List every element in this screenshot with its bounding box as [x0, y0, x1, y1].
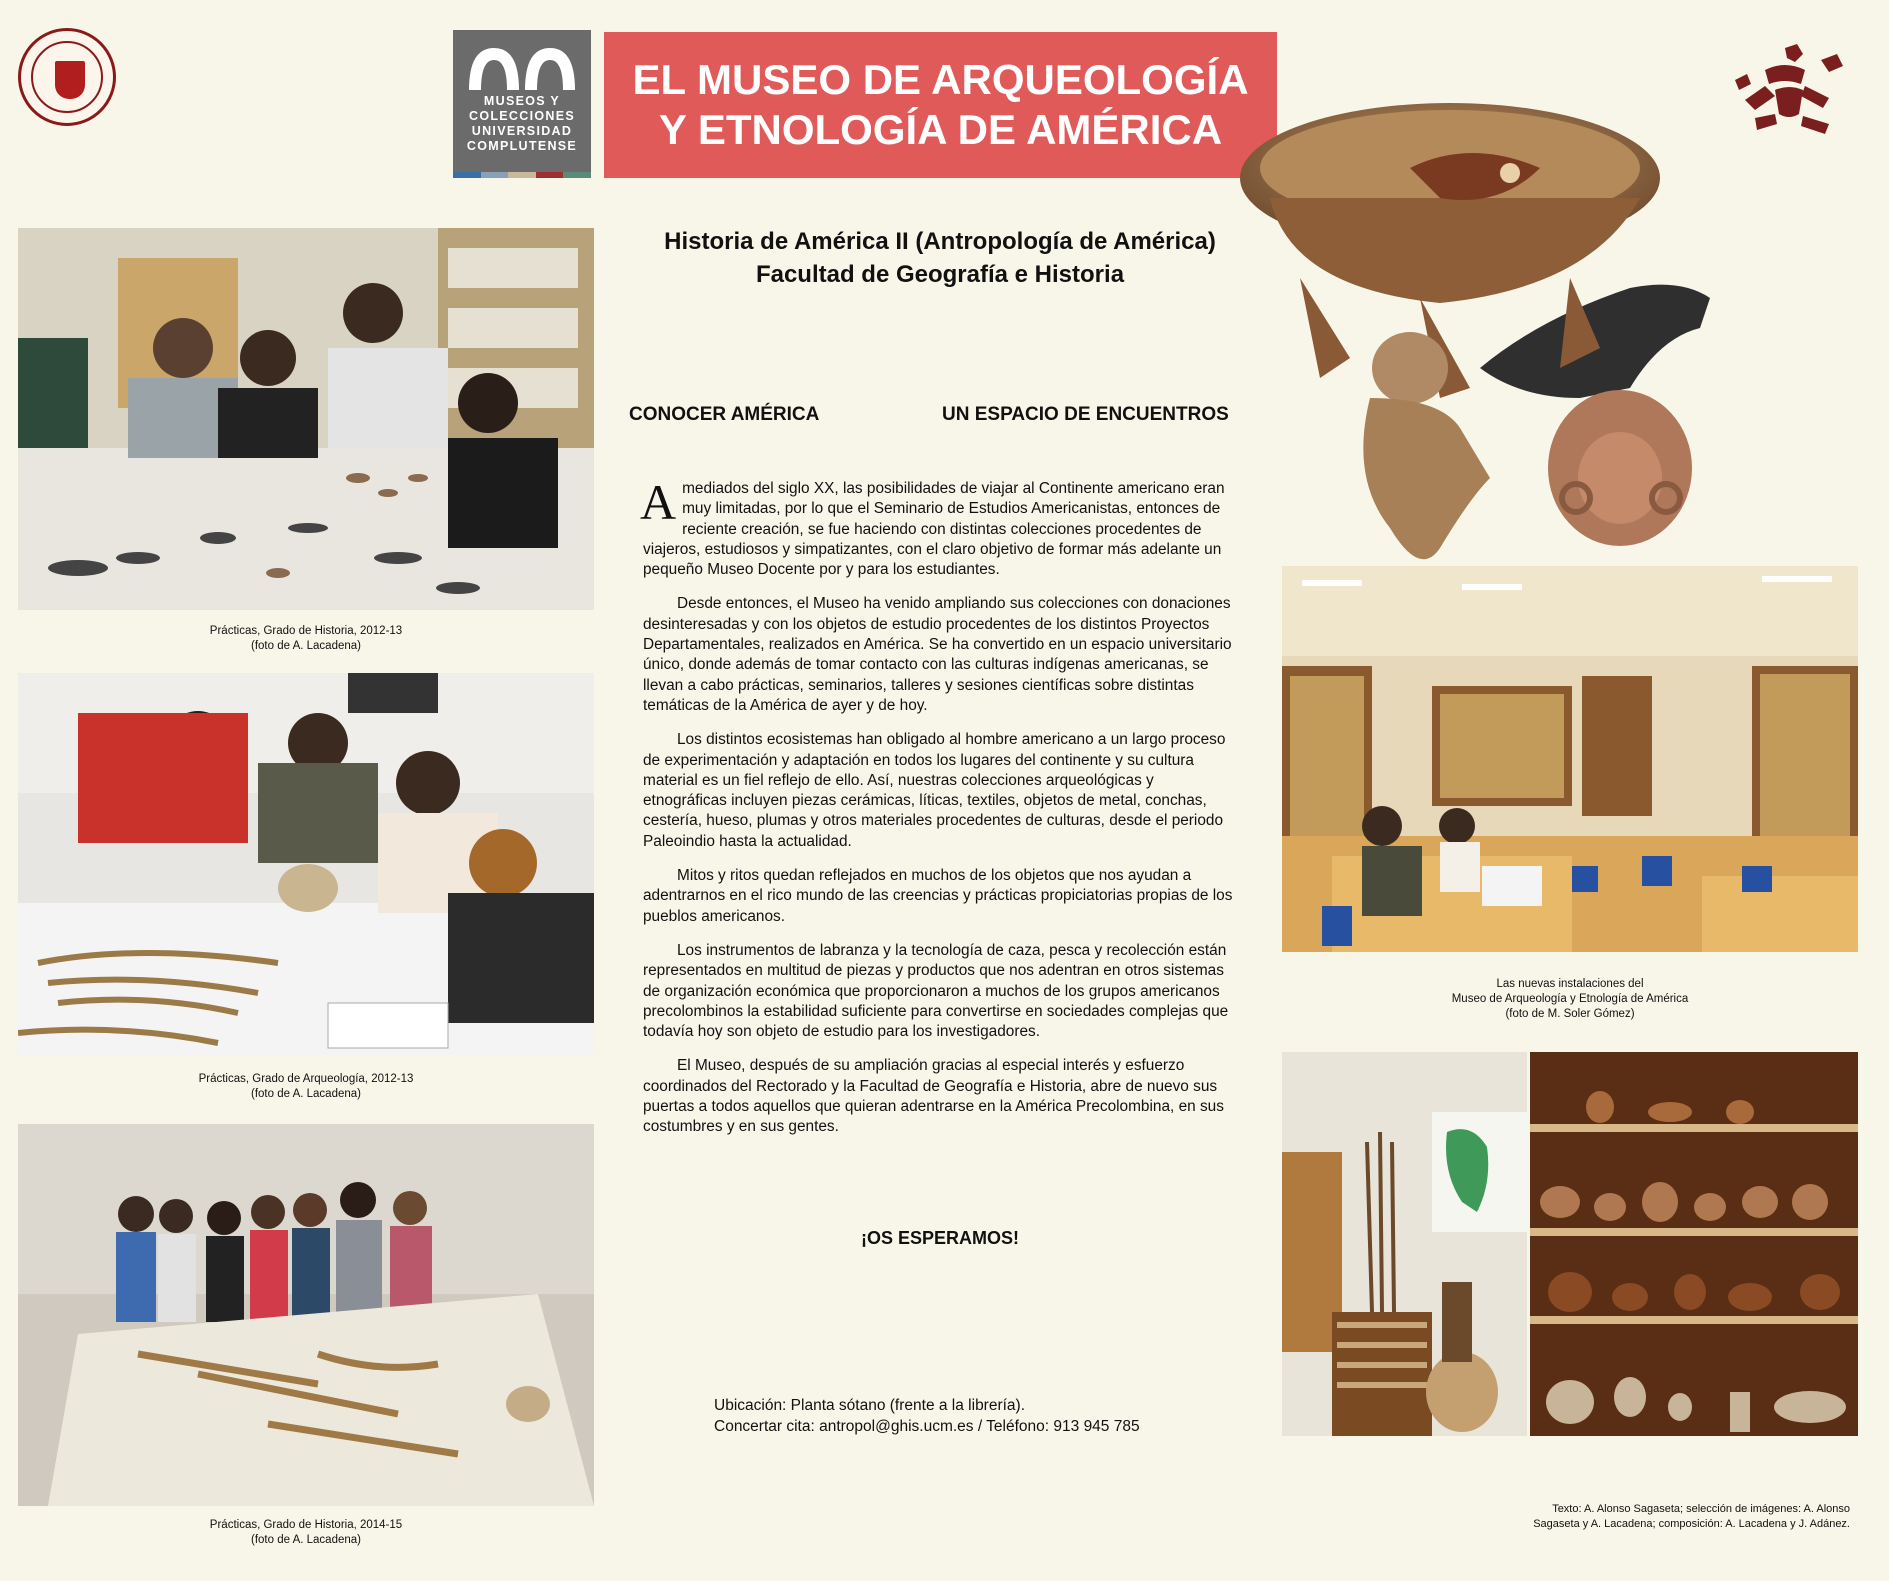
arches-icon	[467, 42, 577, 92]
photo-caption	[18, 624, 594, 654]
photo-group-skeleton	[18, 1124, 594, 1506]
caption-line: Prácticas, Grado de Historia, 2012-13	[209, 625, 403, 637]
subtitle-line-2: Facultad de Geografía e Historia	[755, 261, 1125, 288]
caption-line: Prácticas, Grado de Historia, 2014-15	[209, 1519, 403, 1531]
museos-logo-line: COLECCIONES	[469, 109, 575, 123]
museos-logo-line: UNIVERSIDAD	[471, 124, 573, 138]
title-line-2: Y ETNOLOGÍA DE AMÉRICA	[658, 106, 1223, 153]
photo-caption	[1282, 977, 1858, 1022]
mesoamerican-glyph-icon	[1725, 40, 1855, 140]
caption-line: (foto de A. Lacadena)	[251, 640, 361, 652]
photo-students-skeleton	[18, 673, 594, 1055]
caption-line: Prácticas, Grado de Arqueología, 2012-13	[198, 1073, 414, 1085]
section-heading-conocer: CONOCER AMÉRICA	[629, 404, 820, 425]
paragraph-1-text: mediados del siglo XX, las posibilidades de viajar al Continente americano eran muy limitadas, por lo que el Seminario de Estudios Americanistas, entonces de reciente creación, se fue haciendo con distintas colecciones procedentes de viajeros, estudiosos y simpatizantes, con el claro objetivo de formar más adelante un pequeño Museo Docente por y para los estudiantes.	[643, 480, 1225, 579]
caption-line: Museo de Arqueología y Etnología de América	[1451, 993, 1689, 1005]
paragraph-4: Mitos y ritos quedan reflejados en muchos de los objetos que nos ayudan a adentrarnos en el rico mundo de las creencias y prácticas propiciatorias propias de los pueblos americanos.	[643, 867, 1233, 925]
contact-info	[714, 1396, 1274, 1437]
photo-collection-map	[1282, 1052, 1527, 1436]
paragraph-5: Los instrumentos de labranza y la tecnología de caza, pesca y recolección están representados en multitud de piezas y productos que nos adentran en otros sistemas de organización económica que proporcionaron a muchos de los grupos americanos precolombinos la estabilidad suficiente para convertirse en sociedades complejas que todavía hoy son objeto de estudio para los investigadores.	[643, 941, 1229, 1041]
subtitle-line-1: Historia de América II (Antropología de América)	[664, 228, 1216, 255]
dropcap-letter: A	[640, 474, 677, 530]
title-line-1: EL MUSEO DE ARQUEOLOGÍA	[632, 56, 1249, 103]
photo-caption	[18, 1072, 594, 1102]
paragraph-3: Los distintos ecosistemas han obligado al hombre americano a un largo proceso de experimentación y adaptación en todos los lugares del continente y su cultura material es un fiel reflejo de ello. Así, nuestras colecciones arqueológicas y etnográficas incluyen piezas cerámicas, líticas, textiles, objetos de metal, conchas, cestería, hueso, plumas y otros materiales procedentes de culturas, desde el periodo Paleoindio hasta la actualidad.	[643, 731, 1226, 850]
caption-line: (foto de M. Soler Gómez)	[1505, 1008, 1635, 1020]
photo-ceramics-shelves	[1530, 1052, 1858, 1436]
body-text	[640, 474, 1235, 1152]
photo-museum-interior	[1282, 566, 1858, 952]
credits-line: Texto: A. Alonso Sagaseta; selección de imágenes: A. Alonso	[1552, 1503, 1850, 1515]
credits	[1420, 1502, 1850, 1532]
artifacts-image	[1240, 98, 1720, 598]
course-subtitle	[600, 225, 1280, 291]
page-title	[604, 32, 1277, 178]
credits-line: Sagaseta y A. Lacadena; composición: A. Lacadena y J. Adánez.	[1533, 1518, 1850, 1530]
paragraph-6: El Museo, después de su ampliación gracias al especial interés y esfuerzo coordinados del Rectorado y la Facultad de Geografía e Historia, abre de nuevo sus puertas a todos aquellos que quieran adentrarse en la América Precolombina, en sus costumbres y en sus gentes.	[643, 1057, 1224, 1136]
location-line: Ubicación: Planta sótano (frente a la librería).	[714, 1397, 1026, 1414]
paragraph-1	[640, 474, 1235, 580]
museos-colecciones-logo	[453, 30, 591, 178]
call-to-action: ¡OS ESPERAMOS!	[860, 1228, 1020, 1248]
museos-logo-line: MUSEOS Y	[483, 94, 561, 108]
caption-line: (foto de A. Lacadena)	[251, 1088, 361, 1100]
section-heading-espacio: UN ESPACIO DE ENCUENTROS	[942, 404, 1229, 425]
logo-color-stripe	[453, 172, 591, 178]
caption-line: Las nuevas instalaciones del	[1496, 978, 1644, 990]
university-seal-icon	[18, 28, 116, 126]
photo-caption	[18, 1518, 594, 1548]
photo-students-lithics	[18, 228, 594, 610]
caption-line: (foto de A. Lacadena)	[251, 1534, 361, 1546]
paragraph-2: Desde entonces, el Museo ha venido ampliando sus colecciones con donaciones desinteresadas y con los objetos de estudio procedentes de los distintos Proyectos Departamentales, realizados en América. Se ha convertido en un espacio universitario único, donde además de tomar contacto con las culturas indígenas americanas, se llevan a cabo prácticas, seminarios, talleres y sesiones científicas sobre distintas temáticas de la América de ayer y de hoy.	[643, 595, 1232, 714]
museos-logo-text	[463, 94, 581, 154]
appointment-line: Concertar cita: antropol@ghis.ucm.es / Teléfono: 913 945 785	[714, 1417, 1140, 1435]
museos-logo-line: COMPLUTENSE	[466, 139, 578, 153]
